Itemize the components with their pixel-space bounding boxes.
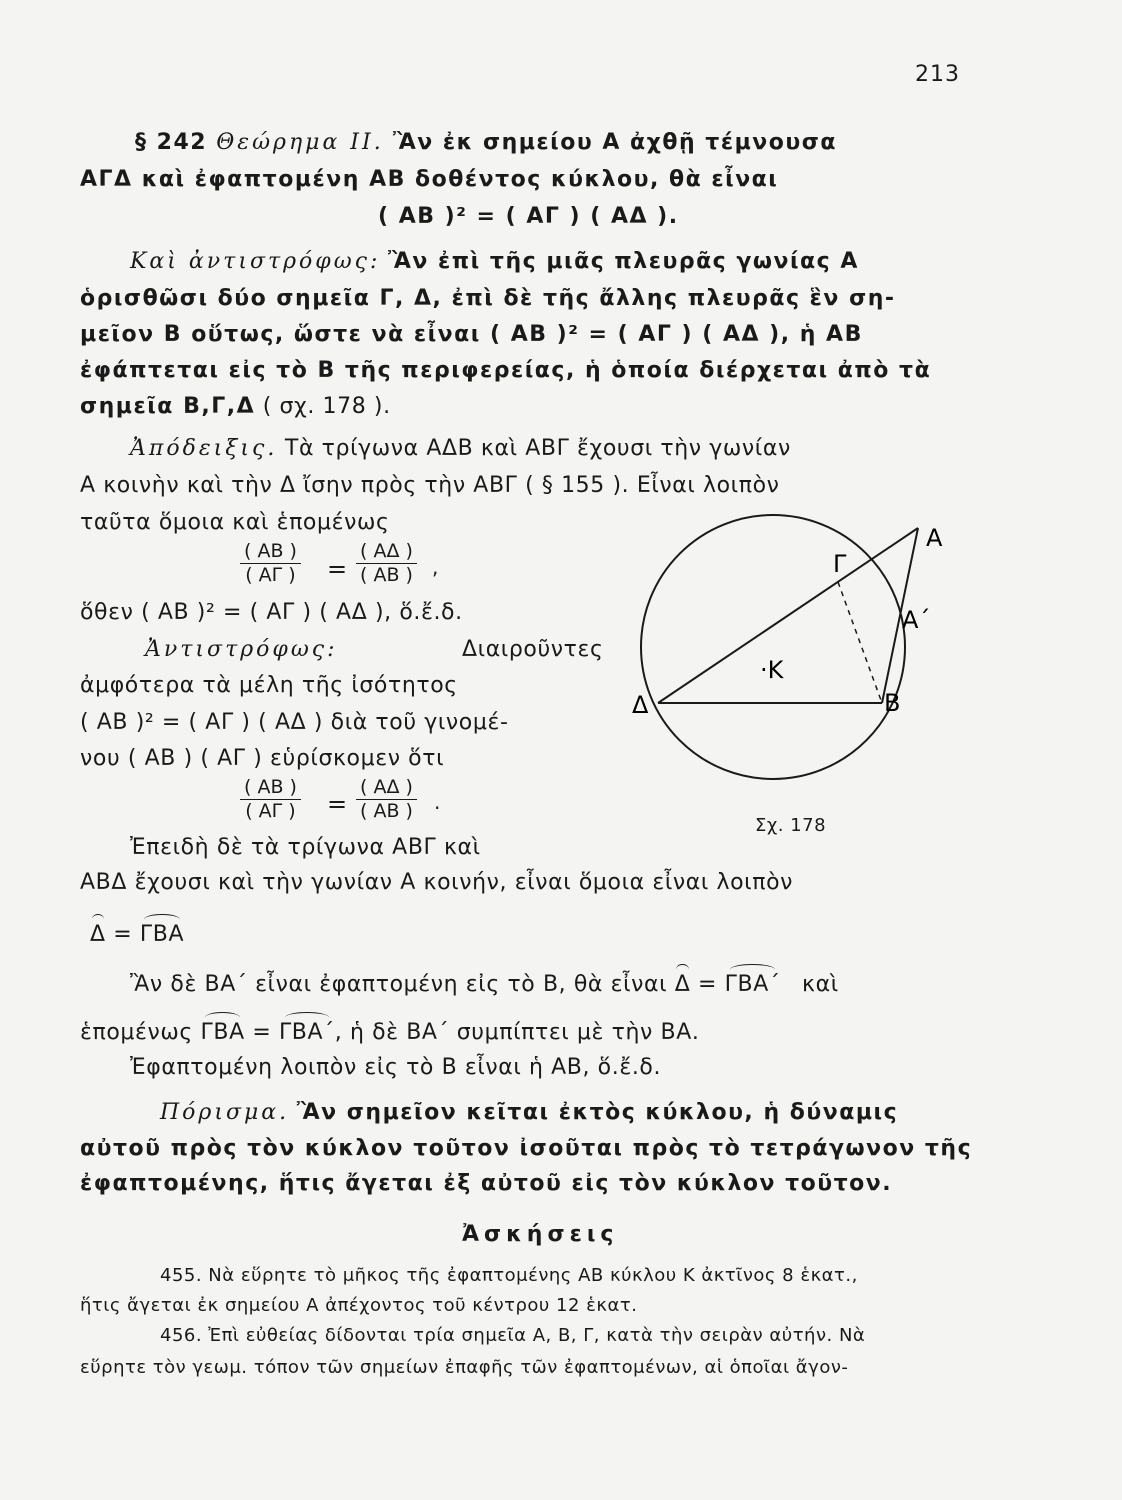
angle-arc-delta: Δ: [90, 922, 106, 947]
converse-proof-line-3: ( ΑΒ )² = ( ΑΓ ) ( ΑΔ ) διὰ τοῦ γινομέ-: [80, 710, 509, 735]
figure-178: [620, 510, 970, 840]
fraction-2-left: [240, 776, 301, 822]
exercises-heading: Ἀσκήσεις: [462, 1222, 619, 1247]
fraction-2-numerator-left: ( ΑΒ ): [244, 776, 297, 798]
converse-proof-line-7: [130, 972, 839, 997]
proof-line-3: ταῦτα ὅμοια καὶ ἑπομένως: [80, 510, 390, 535]
section-number: § 242: [135, 130, 208, 155]
converse-proof-line-1: Διαιροῦντες: [462, 637, 604, 662]
converse-line-3: μεῖον Β οὕτως, ὥστε νὰ εἶναι ( ΑΒ )² = ( ΑΓ ) ( ΑΔ ), ἡ ΑΒ: [80, 322, 863, 347]
proof-line-1: [130, 436, 791, 461]
label-gamma: Γ: [833, 550, 847, 578]
converse-line-2: ὁρισθῶσι δύο σημεῖα Γ, Δ, ἐπὶ δὲ τῆς ἄλλης πλευρᾶς ἓν ση-: [80, 286, 896, 311]
page-number: 213: [915, 62, 960, 87]
theorem-line-2: ΑΓΔ καὶ ἐφαπτομένη ΑΒ δοθέντος κύκλου, θὰ εἶναι: [80, 167, 779, 192]
converse-text-5a: σημεῖα Β,Γ,Δ: [80, 394, 256, 419]
angle-equality-1: [90, 922, 184, 947]
converse-proof-line-6: ΑΒΔ ἔχουσι καὶ τὴν γωνίαν Α κοινήν, εἶναι ὅμοια εἶναι λοιπὸν: [80, 870, 794, 895]
equals-sign: =: [698, 972, 718, 997]
converse-proof-label: Ἀντιστρόφως:: [145, 637, 338, 662]
fraction-1-numerator-left: ( ΑΒ ): [244, 540, 297, 562]
exercise-456-line-1: 456. Ἐπὶ εὐθείας δίδονται τρία σημεῖα Α, Β, Γ, κατὰ τὴν σειρὰν αὐτήν. Νὰ: [160, 1325, 866, 1346]
angle-arc-gba: ΓΒΑ: [139, 922, 185, 947]
fraction-1-equals: =: [327, 555, 348, 583]
converse-line-1: [130, 249, 859, 274]
theorem-title: Θεώρημα ΙΙ.: [216, 130, 384, 155]
exercise-456-line-2: εὕρητε τὸν γεωμ. τόπον τῶν σημείων ἐπαφῆς τῶν ἐφαπτομένων, αἱ ὁποῖαι ἄγον-: [80, 1357, 849, 1378]
circle: [641, 515, 905, 779]
converse-proof-line-4: νου ( ΑΒ ) ( ΑΓ ) εὑρίσκομεν ὅτι: [80, 746, 445, 771]
converse-proof-line-5: Ἐπειδὴ δὲ τὰ τρίγωνα ΑΒΓ καὶ: [130, 835, 481, 860]
fraction-1-denominator-right: ( ΑΒ ): [360, 564, 413, 586]
proof-line-4: ὅθεν ( ΑΒ )² = ( ΑΓ ) ( ΑΔ ), ὅ.ἔ.δ.: [80, 600, 463, 625]
proof-line-2: Α κοινὴν καὶ τὴν Δ ἴσην πρὸς τὴν ΑΒΓ ( § 155 ). Εἶναι λοιπὸν: [80, 473, 780, 498]
fraction-2-numerator-right: ( ΑΔ ): [360, 776, 413, 798]
angle-arc-gba-prime: ΓΒΑ΄: [724, 972, 781, 997]
angle-arc-delta-2: Δ: [674, 972, 691, 997]
line-8-text: ἑπομένως: [80, 1020, 193, 1045]
exercise-455-line-1: 455. Νὰ εὕρητε τὸ μῆκος τῆς ἐφαπτομένης ΑΒ κύκλου Κ ἀκτῖνος 8 ἑκατ.,: [160, 1265, 858, 1286]
label-k: ·Κ: [760, 656, 784, 684]
label-a-prime: Α΄: [902, 606, 931, 634]
corollary-text-1: Ἂν σημεῖον κεῖται ἐκτὸς κύκλου, ἡ δύναμις: [296, 1100, 899, 1125]
label-a: Α: [926, 524, 943, 552]
fraction-1-right: [356, 540, 417, 586]
fraction-2-equals: =: [327, 790, 348, 818]
corollary-line-2: αὐτοῦ πρὸς τὸν κύκλον τοῦτον ἰσοῦται πρὸς τὸ τετράγωνον τῆς: [80, 1136, 973, 1161]
secant-delta-a: [658, 528, 918, 703]
fraction-2-denominator-left: ( ΑΓ ): [245, 800, 296, 822]
converse-line-4: ἐφάπτεται εἰς τὸ Β τῆς περιφερείας, ἡ ὁποία διέρχεται ἀπὸ τὰ: [80, 358, 932, 383]
fraction-2-period: .: [434, 790, 441, 814]
converse-label: Καὶ ἀντιστρόφως:: [130, 249, 381, 274]
angle-arc-gba-prime-2: ΓΒΑ΄: [278, 1020, 335, 1045]
converse-proof-line-8: [80, 1020, 699, 1045]
theorem-line-1: [135, 130, 837, 155]
corollary-label: Πόρισμα.: [160, 1100, 290, 1125]
dashed-gamma-b: [838, 582, 882, 703]
converse-text-5b: ( σχ. 178 ).: [262, 394, 391, 419]
line-7-text: Ἂν δὲ ΒΑ΄ εἶναι ἐφαπτομένη εἰς τὸ Β, θὰ εἶναι: [130, 972, 668, 997]
corollary-line-1: [160, 1100, 898, 1125]
converse-line-5: [80, 394, 391, 419]
line-7-kai: καὶ: [802, 972, 839, 997]
angle-arc-gba-2: ΓΒΑ: [200, 1020, 245, 1045]
equals-sign: =: [113, 922, 140, 947]
theorem-formula: ( ΑΒ )² = ( ΑΓ ) ( ΑΔ ).: [378, 204, 679, 229]
converse-text-1: Ἂν ἐπὶ τῆς μιᾶς πλευρᾶς γωνίας Α: [387, 249, 859, 274]
theorem-text-1: Ἂν ἐκ σημείου Α ἀχθῇ τέμνουσα: [392, 130, 837, 155]
converse-proof-line-2: ἀμφότερα τὰ μέλη τῆς ἰσότητος: [80, 673, 458, 698]
label-b: Β: [884, 689, 901, 717]
figure-caption: Σχ. 178: [755, 815, 827, 836]
fraction-1-left: [240, 540, 301, 586]
label-delta: Δ: [632, 691, 649, 719]
fraction-1-numerator-right: ( ΑΔ ): [360, 540, 413, 562]
line-8-end: , ἡ δὲ ΒΑ΄ συμπίπτει μὲ τὴν ΒΑ.: [334, 1020, 700, 1045]
converse-proof-line-9: Ἐφαπτομένη λοιπὸν εἰς τὸ Β εἶναι ἡ ΑΒ, ὅ.ἔ.δ.: [130, 1055, 662, 1080]
proof-label: Ἀπόδειξις.: [130, 436, 278, 461]
fraction-2-denominator-right: ( ΑΒ ): [360, 800, 413, 822]
proof-text-1: Τὰ τρίγωνα ΑΔΒ καὶ ΑΒΓ ἔχουσι τὴν γωνίαν: [284, 436, 791, 461]
equals-sign: =: [252, 1020, 272, 1045]
fraction-2-right: [356, 776, 417, 822]
fraction-1-comma: ,: [432, 555, 439, 579]
exercise-455-line-2: ἥτις ἄγεται ἐκ σημείου Α ἀπέχοντος τοῦ κέντρου 12 ἑκατ.: [80, 1295, 638, 1316]
corollary-line-3: ἐφαπτομένης, ἥτις ἄγεται ἐξ αὐτοῦ εἰς τὸν κύκλον τοῦτον.: [80, 1171, 893, 1196]
fraction-1-denominator-left: ( ΑΓ ): [245, 564, 296, 586]
